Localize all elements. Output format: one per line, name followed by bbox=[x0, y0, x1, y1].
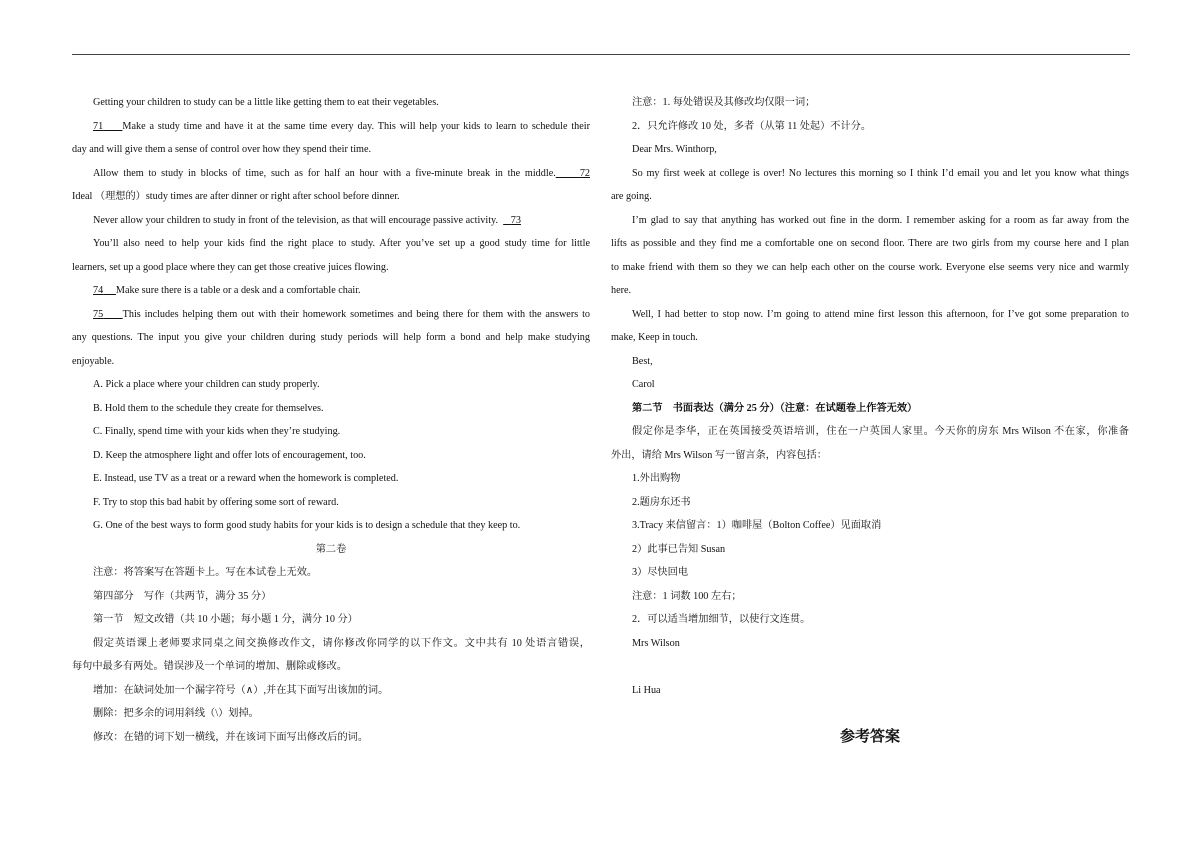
blank-72 bbox=[556, 168, 590, 179]
passage-para-4a: You’ll also need to help your kids find the right place to study. After you’ve set up a good study time for little bbox=[93, 238, 590, 249]
rule-modify: 修改：在错的词下划一横线，并在该词下面写出修改后的词。 bbox=[93, 731, 369, 743]
note-signature: Li Hua bbox=[632, 684, 661, 696]
letter-para-2c: to make friend with them so they we can help each other on the course work. Everyone else seems very nice and warmly bbox=[611, 261, 1129, 273]
letter-para-1a: So my first week at college is over! No lectures this morning so I think I’d email you and let you know what things bbox=[632, 167, 1129, 179]
letter-para-2d: here. bbox=[611, 285, 632, 296]
correction-note-1: 注意：1. 每处错误及其修改均仅限一词； bbox=[632, 97, 816, 108]
blank-72-num: 72 bbox=[579, 167, 590, 179]
passage-para-6a-text: This includes helping them out with their homework sometimes and being there for them with the answers to bbox=[122, 308, 591, 320]
passage-para-2b: Ideal （理想的）study times are after dinner or right after school before dinner. bbox=[72, 191, 400, 202]
right-column bbox=[611, 91, 1129, 702]
passage-para-3 bbox=[72, 209, 590, 233]
passage-intro: Getting your children to study can be a little like getting them to eat their vegetables. bbox=[93, 97, 439, 108]
writing-task-b: 外出，请给 Mrs Wilson 写一留言条，内容包括： bbox=[611, 449, 827, 461]
letter-closing: Best, bbox=[632, 355, 653, 367]
option-a: A. Pick a place where your children can study properly. bbox=[93, 379, 320, 390]
letter-para-3b: make, Keep in touch. bbox=[611, 332, 698, 343]
blank-73 bbox=[503, 215, 521, 226]
rule-add: 增加：在缺词处加一个漏字符号（∧）,并在其下面写出该加的词。 bbox=[93, 684, 389, 696]
correction-note-2: 2．只允许修改 10 处，多者（从第 11 处起）不计分。 bbox=[632, 120, 872, 132]
letter-greeting: Dear Mrs. Winthorp, bbox=[632, 144, 717, 155]
letter-para-1b: are going. bbox=[611, 191, 652, 202]
passage-para-1b: day and will give them a sense of control over how they spend their time. bbox=[72, 144, 372, 155]
passage-para-6c: enjoyable. bbox=[72, 355, 115, 367]
answer-note: 注意：将答案写在答题卡上。写在本试卷上无效。 bbox=[93, 567, 318, 578]
blank-71: 71 bbox=[93, 120, 104, 132]
writing-note-1: 注意：1 词数 100 左右； bbox=[632, 590, 742, 602]
section-one-heading: 第一节 短文改错（共 10 小题；每小题 1 分，满分 10 分） bbox=[93, 614, 358, 625]
top-rule bbox=[72, 54, 1130, 55]
writing-task-a: 假定你是李华，正在英国接受英语培训，住在一户英国人家里。今天你的房东 Mrs Wilson 不在家，你准备 bbox=[632, 426, 1129, 437]
task-item-5: 3）尽快回电 bbox=[632, 567, 689, 578]
left-column bbox=[72, 91, 590, 749]
correction-instructions-b: 每句中最多有两处。错误涉及一个单词的增加、删除或修改。 bbox=[72, 661, 348, 672]
passage-para-6a bbox=[72, 303, 590, 327]
rule-delete: 删除：把多余的词用斜线（\）划掉。 bbox=[93, 708, 259, 719]
section-two-heading: 第二节 书面表达（满分 25 分）（注意：在试题卷上作答无效） bbox=[632, 402, 918, 414]
blank-74: 74 bbox=[93, 285, 104, 296]
task-item-2: 2.题房东还书 bbox=[632, 496, 691, 508]
option-b: B. Hold them to the schedule they create for themselves. bbox=[93, 402, 324, 414]
blank-75-line bbox=[103, 309, 122, 320]
note-salutation: Mrs Wilson bbox=[632, 637, 680, 649]
letter-para-3a: Well, I had better to stop now. I’m going to attend mine first lesson this afternoon, for I’ve got some preparation to bbox=[632, 308, 1129, 320]
passage-para-4b: learners, set up a good place where they can get those creative juices flowing. bbox=[72, 261, 389, 273]
passage-para-5 bbox=[72, 279, 590, 303]
blank-71-line bbox=[103, 121, 122, 132]
writing-note-2: 2．可以适当增加细节，以使行文连贯。 bbox=[632, 614, 811, 625]
part-four-heading: 第四部分 写作（共两节，满分 35 分） bbox=[93, 590, 272, 602]
note-body-space bbox=[611, 655, 1129, 679]
passage-para-3-text: Never allow your children to study in front of the television, as that will encourage passive activity. bbox=[93, 214, 499, 226]
option-e: E. Instead, use TV as a treat or a reward when the homework is completed. bbox=[93, 473, 399, 484]
letter-para-2b: lifts as possible and they find me a comfortable one on second floor. There are two girls from my course here and I plan bbox=[611, 238, 1129, 249]
option-d: D. Keep the atmosphere light and offer lots of encouragement, too. bbox=[93, 449, 366, 461]
passage-para-5-text: Make sure there is a table or a desk and a comfortable chair. bbox=[115, 285, 361, 296]
task-item-4: 2）此事已告知 Susan bbox=[632, 543, 726, 555]
volume-two-heading: 第二卷 bbox=[315, 543, 347, 555]
task-item-1: 1.外出购物 bbox=[632, 473, 681, 484]
passage-para-2a-text: Allow them to study in blocks of time, such as for half an hour with a five-minute break in the middle. bbox=[93, 167, 556, 179]
blank-73-num: 73 bbox=[510, 214, 521, 226]
blank-74-line bbox=[103, 285, 116, 296]
passage-para-1a bbox=[72, 115, 590, 139]
passage-para-6b: any questions. The input you give your children during study periods will help form a bond and help make studying bbox=[72, 332, 590, 343]
task-item-3: 3.Tracy 来信留言：1）咖啡屋（Bolton Coffee）见面取消 bbox=[632, 520, 882, 531]
passage-para-1a-text: Make a study time and have it at the same time every day. This will help your kids to learn to schedule their bbox=[122, 120, 591, 132]
letter-para-2a: I’m glad to say that anything has worked out fine in the dorm. I remember asking for a room as far away from the bbox=[632, 214, 1129, 226]
option-g: G. One of the best ways to form good study habits for your kids is to design a schedule that they keep to. bbox=[93, 520, 521, 531]
letter-signature: Carol bbox=[632, 379, 655, 390]
option-f: F. Try to stop this bad habit by offering some sort of reward. bbox=[93, 496, 339, 508]
passage-para-2a bbox=[72, 162, 590, 186]
option-c: C. Finally, spend time with your kids when they’re studying. bbox=[93, 426, 341, 437]
blank-75: 75 bbox=[93, 308, 104, 320]
reference-answer-heading: 参考答案 bbox=[839, 727, 900, 745]
correction-instructions-a: 假定英语课上老师要求同桌之间交换修改作文，请你修改你同学的以下作文。文中共有 10 处语言错误， bbox=[93, 637, 590, 649]
